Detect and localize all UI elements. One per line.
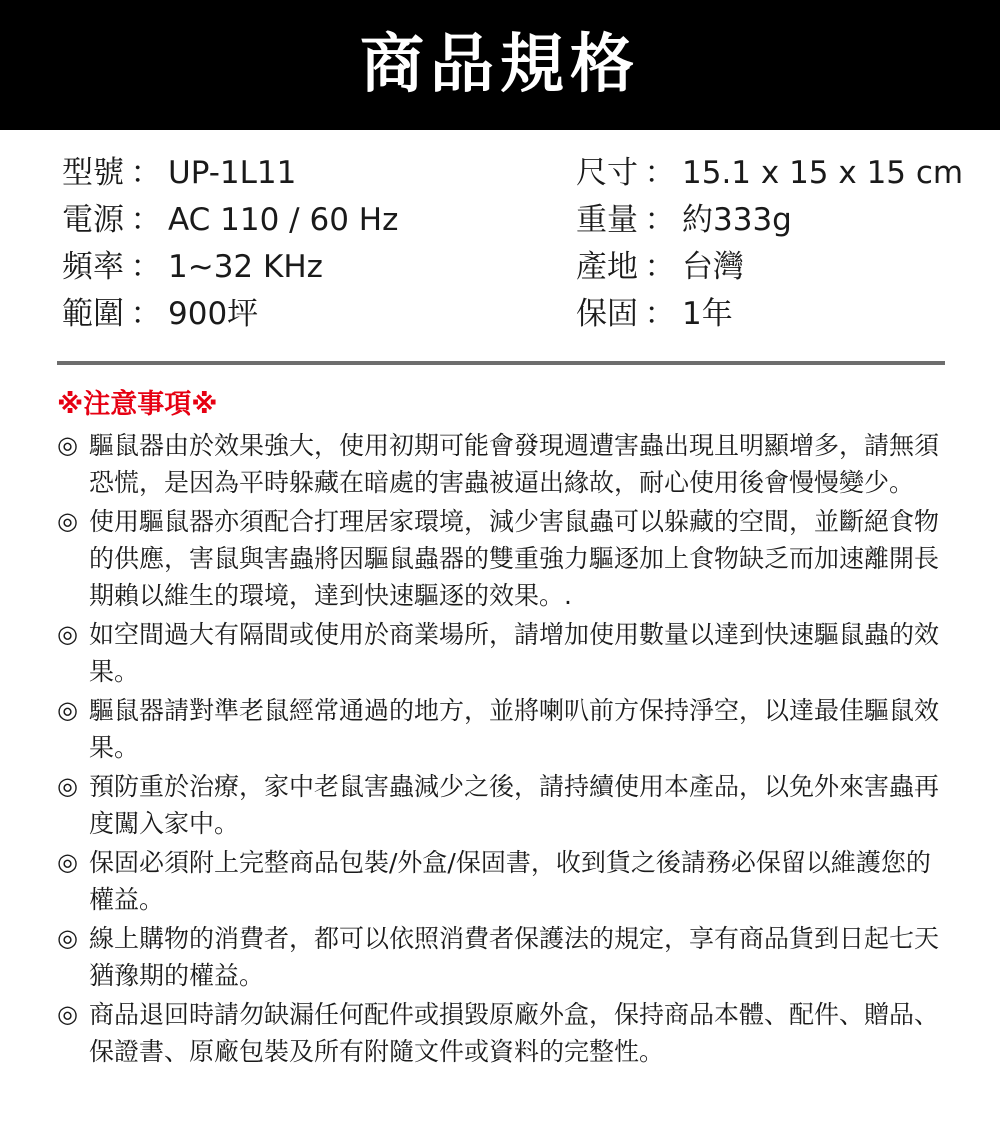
spec-separator: ： [130,249,162,285]
list-item [57,503,957,614]
list-item [57,427,957,501]
spec-row-power [62,197,398,244]
spec-label: 型號 [62,155,124,191]
section-divider [57,361,945,365]
bullet-icon: ◎ [57,772,78,800]
spec-separator: ： [130,155,162,191]
spec-label: 重量 [576,202,638,238]
spec-separator: ： [130,202,162,238]
spec-row-frequency [62,244,398,291]
notice-section [57,385,957,1072]
spec-value: 15.1 x 15 x 15 cm [682,155,964,191]
note-text: 使用驅鼠器亦須配合打理居家環境，減少害鼠蟲可以躲藏的空間，並斷絕食物的供應，害鼠與害蟲將因驅鼠蟲器的雙重強力驅逐加上食物缺乏而加速離開長期賴以維生的環境，達到快速驅逐的效果。. [89,507,940,610]
bullet-icon: ◎ [57,924,78,952]
note-text: 驅鼠器請對準老鼠經常通過的地方，並將喇叭前方保持淨空，以達最佳驅鼠效果。 [89,696,940,762]
note-text: 商品退回時請勿缺漏任何配件或損毀原廠外盒，保持商品本體、配件、贈品、保證書、原廠包裝及所有附隨文件或資料的完整性。 [89,1000,940,1066]
spec-label: 尺寸 [576,155,638,191]
spec-column-right [576,150,963,338]
spec-label: 產地 [576,249,638,285]
page-title: 商品規格 [360,28,640,102]
page-header [0,0,1000,130]
notice-title: ※注意事項※ [57,389,218,420]
spec-value: 約333g [682,202,792,238]
bullet-icon: ◎ [57,1000,78,1028]
spec-separator: ： [130,296,162,332]
bullet-icon: ◎ [57,848,78,876]
spec-value: 台灣 [682,249,744,285]
list-item [57,616,957,690]
spec-separator: ： [644,249,676,285]
list-item [57,768,957,842]
spec-row-range [62,291,398,338]
note-text: 線上購物的消費者，都可以依照消費者保護法的規定，享有商品貨到日起七天猶豫期的權益。 [89,924,940,990]
bullet-icon: ◎ [57,620,78,648]
list-item [57,920,957,994]
spec-separator: ： [644,155,676,191]
spec-separator: ： [644,296,676,332]
bullet-icon: ◎ [57,696,78,724]
note-text: 如空間過大有隔間或使用於商業場所，請增加使用數量以達到快速驅鼠蟲的效果。 [89,620,940,686]
spec-row-size [576,150,963,197]
list-item [57,996,957,1070]
spec-value: AC 110 / 60 Hz [168,202,399,238]
spec-label: 電源 [62,202,124,238]
spec-row-model [62,150,398,197]
bullet-icon: ◎ [57,507,78,535]
list-item [57,844,957,918]
spec-value: 900坪 [168,296,259,332]
spec-row-warranty [576,291,963,338]
spec-label: 範圍 [62,296,124,332]
spec-label: 保固 [576,296,638,332]
spec-value: 1~32 KHz [168,249,323,285]
note-text: 保固必須附上完整商品包裝/外盒/保固書，收到貨之後請務必保留以維護您的權益。 [89,848,931,914]
note-text: 驅鼠器由於效果強大，使用初期可能會發現週遭害蟲出現且明顯增多，請無須恐慌，是因為平時躲藏在暗處的害蟲被逼出緣故，耐心使用後會慢慢變少。 [89,431,940,497]
spec-separator: ： [644,202,676,238]
spec-column-left [62,150,398,338]
spec-row-origin [576,244,963,291]
spec-value: 1年 [682,296,733,332]
bullet-icon: ◎ [57,431,78,459]
spec-row-weight [576,197,963,244]
note-text: 預防重於治療，家中老鼠害蟲減少之後，請持續使用本產品，以免外來害蟲再度闖入家中。 [89,772,940,838]
list-item [57,692,957,766]
spec-value: UP-1L11 [168,155,297,191]
spec-label: 頻率 [62,249,124,285]
